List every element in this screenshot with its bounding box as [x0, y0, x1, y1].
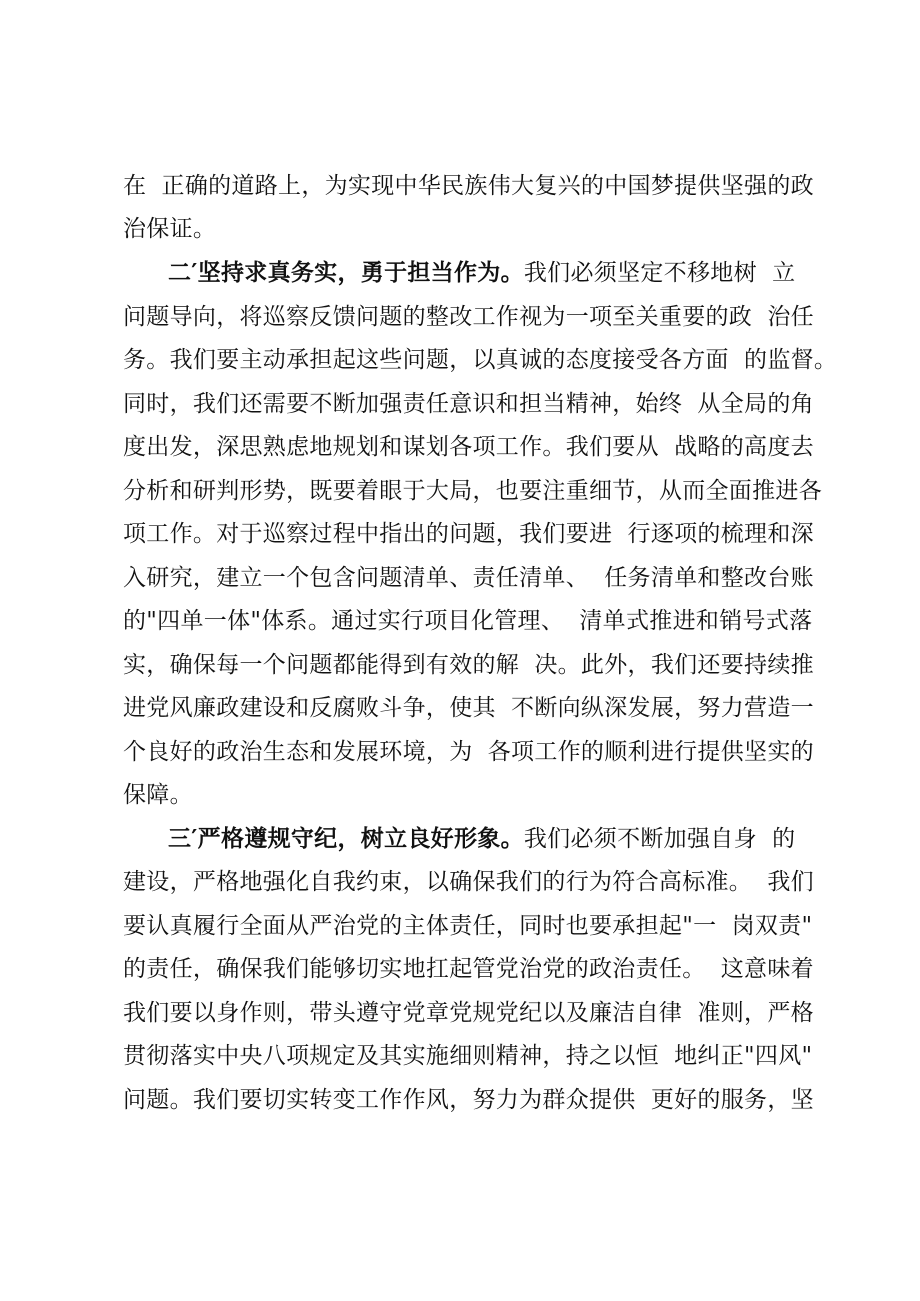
section-heading-2: 二′坚持求真务实，勇于担当作为。 — [168, 259, 524, 286]
paragraph-line: 入研究，建立一个包含问题清单、责任清单、 任务清单和整改台账 — [123, 565, 814, 591]
paragraph-line: 实，确保每一个问题都能得到有效的解 决。此外，我们还要持续推 — [123, 652, 814, 678]
paragraph-text: 我们必须坚定不移地树 立 — [523, 260, 796, 286]
paragraph-line: 个良好的政治生态和发展环境，为 各项工作的顺利进行提供坚实的 — [123, 739, 814, 765]
paragraph-line: 要认真履行全面从严治党的主体责任，同时也要承担起"一 岗双责" — [123, 913, 813, 939]
paragraph-line: 建设，严格地强化自我约束，以确保我们的行为符合高标准。 我们 — [123, 869, 814, 895]
paragraph-text: 我们必须不断加强自身 的 — [523, 826, 796, 852]
paragraph-line: 的责任，确保我们能够切实地扛起管党治党的政治责任。 这意味着 — [123, 956, 814, 982]
section-heading-3: 三′严格遵规守纪，树立良好形象。 — [168, 825, 524, 852]
paragraph-line: 务。我们要主动承担起这些问题，以真诚的态度接受各方面 的监督。 — [123, 347, 838, 373]
paragraph-line: 贯彻落实中央八项规定及其实施细则精神，持之以恒 地纠正"四风" — [123, 1043, 813, 1069]
paragraph-line: 的"四单一体"体系。通过实行项目化管理、 清单式推进和销号式落 — [123, 608, 813, 634]
paragraph-line: 度出发，深思熟虑地规划和谋划各项工作。我们要从 战略的高度去 — [123, 434, 814, 460]
section-heading-line — [168, 824, 795, 854]
paragraph-line: 问题。我们要切实转变工作作风，努力为群众提供 更好的服务，坚 — [123, 1087, 814, 1113]
paragraph-line: 我们要以身作则，带头遵守党章党规党纪以及廉洁自律 准则，严格 — [123, 1000, 814, 1026]
paragraph-line: 治保证。 — [123, 216, 217, 242]
paragraph-line: 问题导向，将巡察反馈问题的整改工作视为一项至关重要的政 治任 — [123, 304, 814, 330]
paragraph-line: 保障。 — [123, 782, 193, 808]
paragraph-line: 进党风廉政建设和反腐败斗争，使其 不断向纵深发展，努力营造一 — [123, 695, 814, 721]
paragraph-line: 在 正确的道路上，为实现中华民族伟大复兴的中国梦提供坚强的政 — [123, 173, 814, 199]
paragraph-line: 项工作。对于巡察过程中指出的问题，我们要进 行逐项的梳理和深 — [123, 521, 814, 547]
paragraph-line: 同时，我们还需要不断加强责任意识和担当精神，始终 从全局的角 — [123, 391, 814, 417]
section-heading-line — [168, 258, 795, 288]
paragraph-line: 分析和研判形势，既要着眼于大局，也要注重细节，从而全面推进各 — [123, 478, 822, 504]
